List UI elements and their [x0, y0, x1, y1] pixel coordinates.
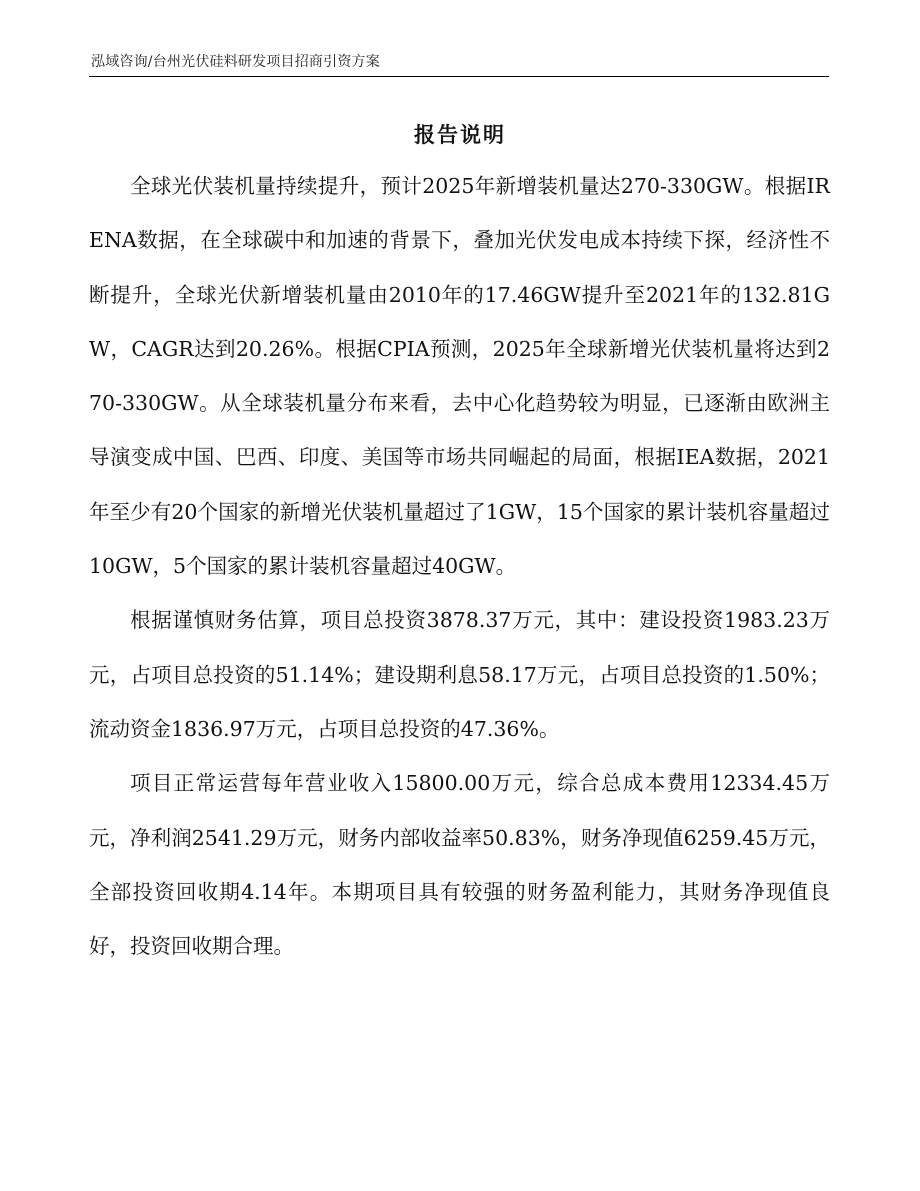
paragraph-financial-returns: 项目正常运营每年营业收入15800.00万元，综合总成本费用12334.45万元，净利润2541.29万元，财务内部收益率50.83%，财务净现值6259.45万元，全部投资回收期4.14年。本期项目具有较强的财务盈利能力，其财务净现值良好，投资回收期合理。: [89, 771, 830, 959]
header-divider: [89, 76, 829, 77]
paragraph-investment-estimate: 根据谨慎财务估算，项目总投资3878.37万元，其中：建设投资1983.23万元，占项目总投资的51.14%；建设期利息58.17万元，占项目总投资的1.50%；流动资金1836.97万元，占项目总投资的47.36%。: [89, 608, 830, 741]
page-title: 报告说明: [414, 122, 506, 147]
paragraph-market-overview: 全球光伏装机量持续提升，预计2025年新增装机量达270-330GW。根据IRENA数据，在全球碳中和加速的背景下，叠加光伏发电成本持续下探，经济性不断提升，全球光伏新增装机量由2010年的17.46GW提升至2021年的132.81GW，CAGR达到20.26%。根据CPIA预测，2025年全球新增光伏装机量将达到270-330GW。从全球装机量分布来看，去中心化趋势较为明显，已逐渐由欧洲主导演变成中国、巴西、印度、美国等市场共同崛起的局面，根据IEA数据，2021年至少有20个国家的新增光伏装机量超过了1GW，15个国家的累计装机容量超过10GW，5个国家的累计装机容量超过40GW。: [89, 174, 830, 579]
body-text: [89, 159, 830, 973]
running-header: 泓域咨询/台州光伏硅料研发项目招商引资方案: [91, 54, 380, 70]
